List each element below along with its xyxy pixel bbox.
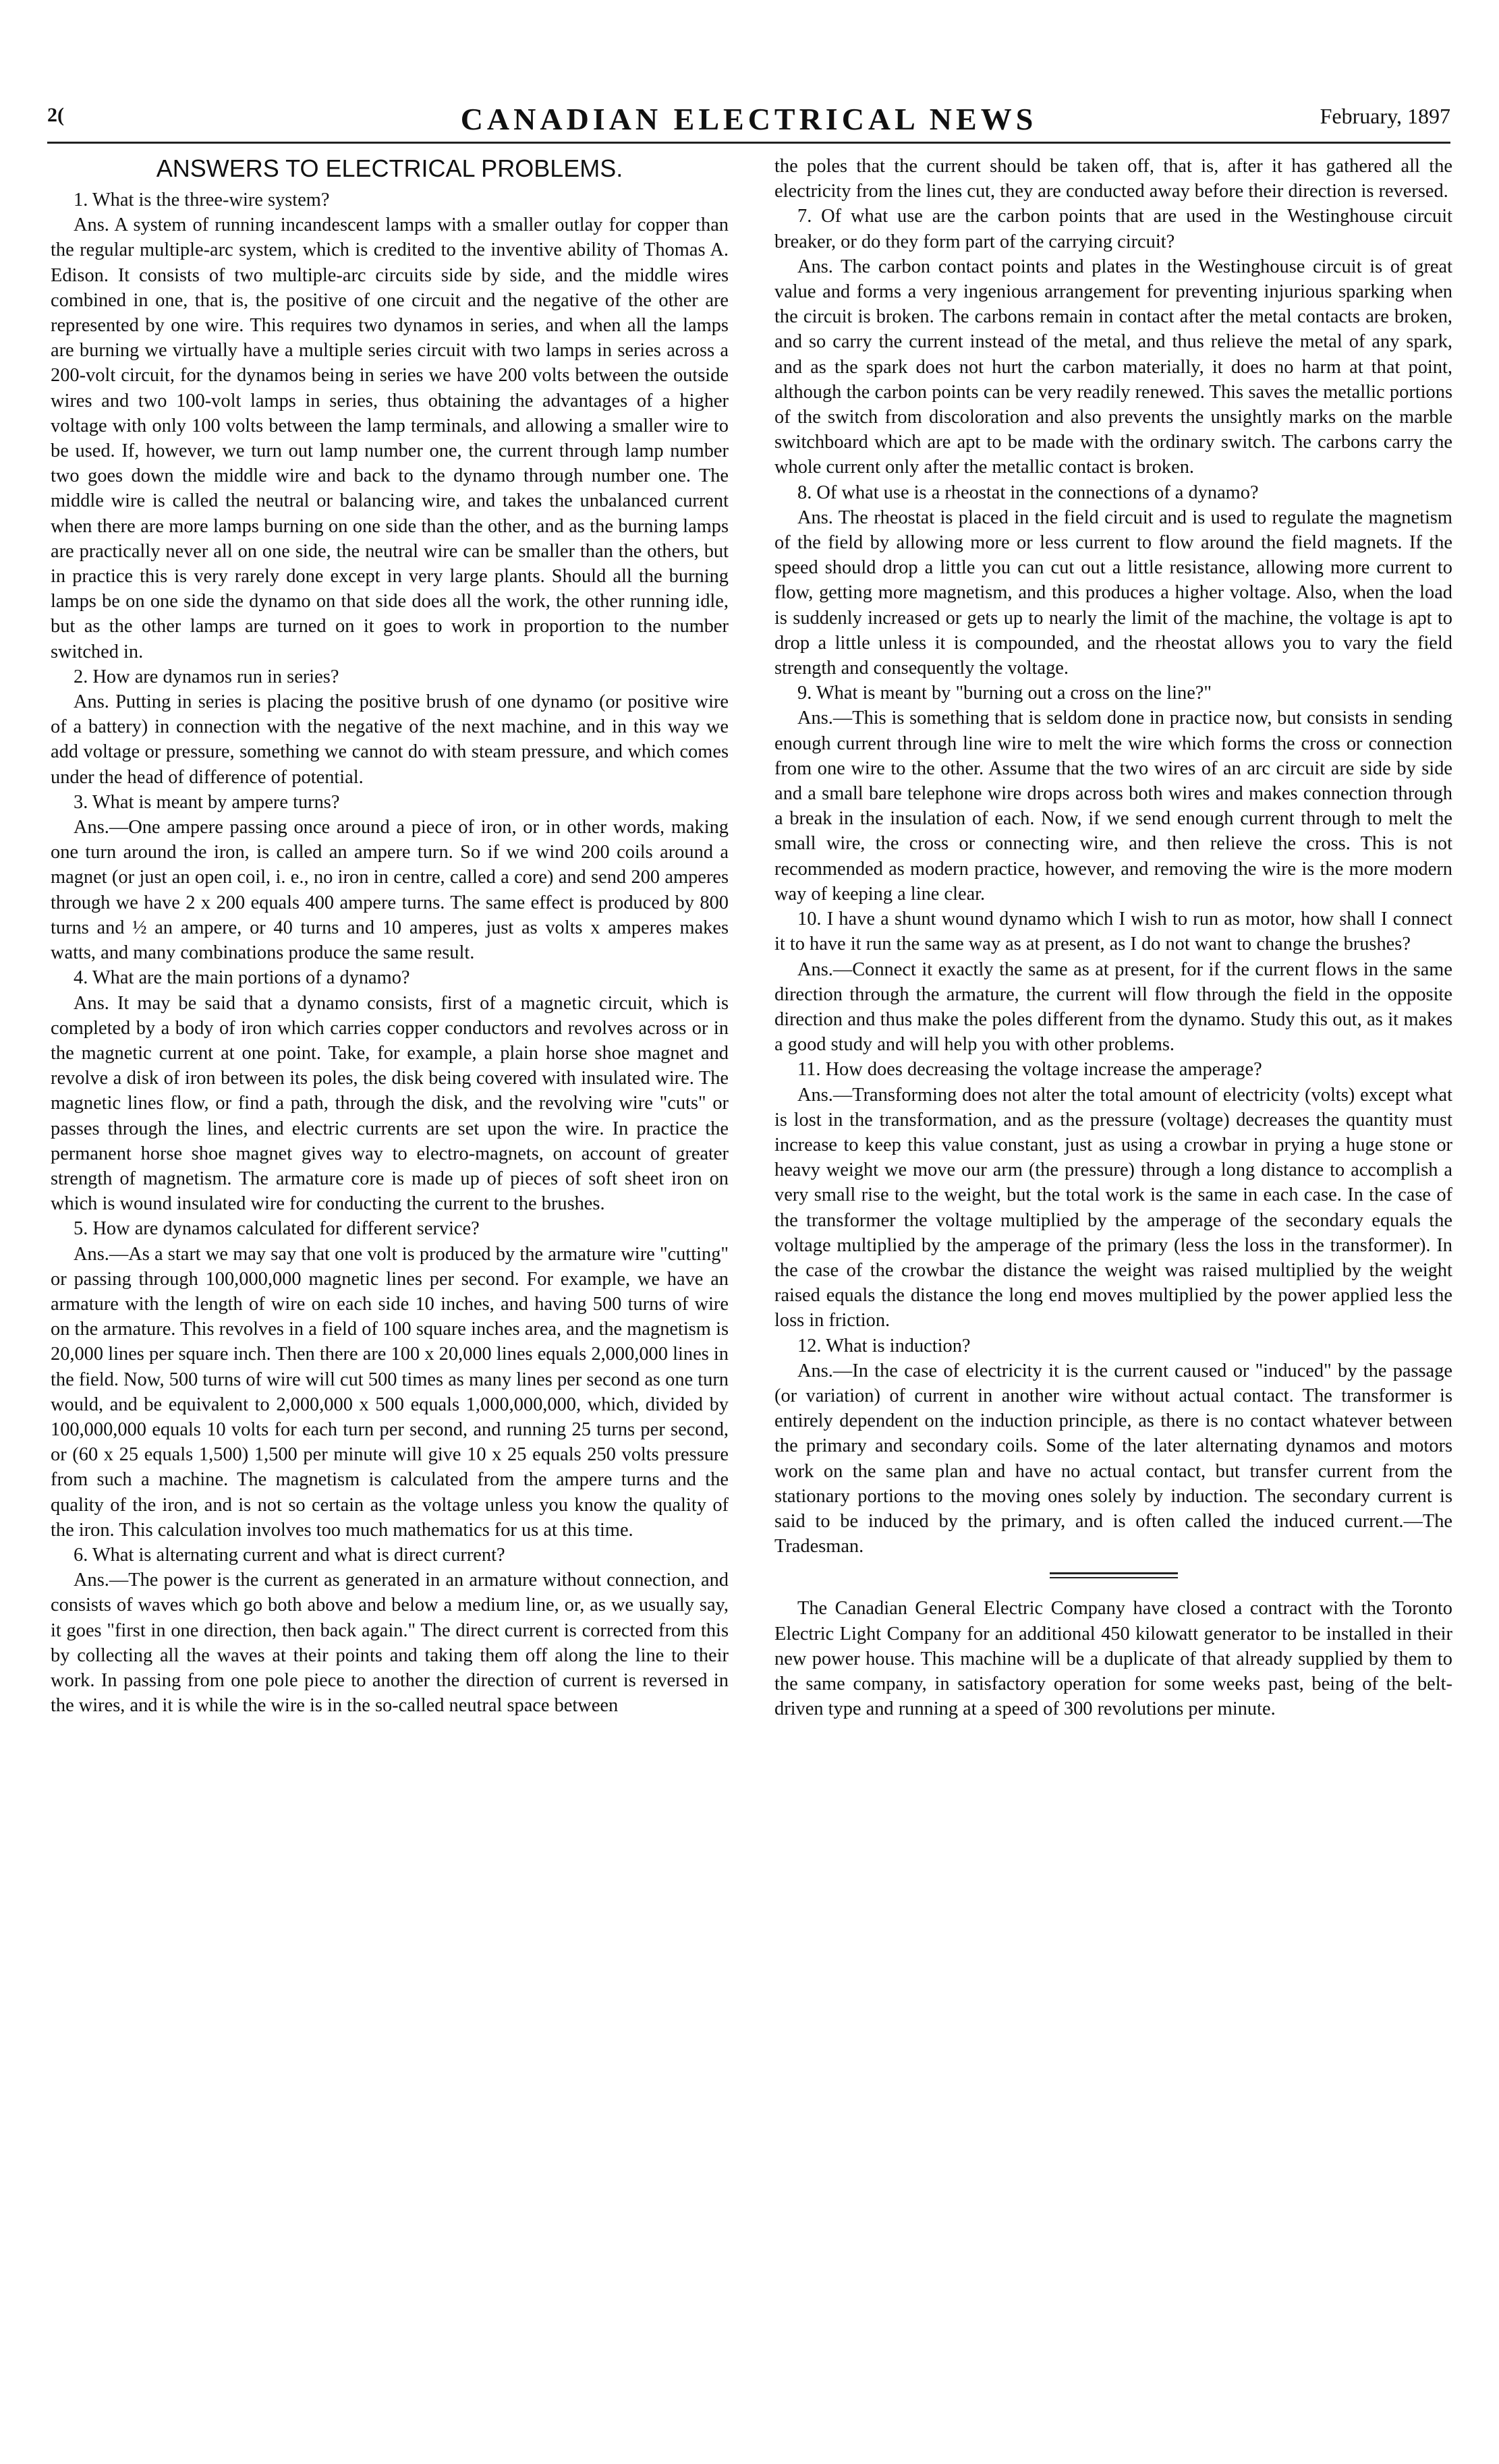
answer: Ans. The rheostat is placed in the field circuit and is used to regulate the magnetism of the field by allowing more or less current to flow around the field magnets. If the speed should drop a little you can cut out a little resistance, allowing more current to flow, getting more magnetism, and this produces a higher voltage. Also, when the load is suddenly increased or gets up to nearly the limit of the machine, the voltage is apt to drop a little unless it is compounded, and the rheostat allows you to vary the field strength and consequently the voltage. xyxy=(774,507,1452,679)
answer-continuation: the poles that the current should be taken off, that is, after it has gathered all the electricity from the lines cut, they are conducted away before their direction is reversed. xyxy=(774,156,1452,202)
question: 12. What is induction? xyxy=(797,1335,971,1356)
answer: Ans. The carbon contact points and plates in the Westinghouse circuit is of great value and forms a very ingenious arrangement for preventing injurious sparking when the circuit is broken. The carbons remain in contact after the metal contacts are broken, and so carry the current instead of the metal, and thus relieve the metal of any spark, and as the spark does not hurt the carbon materially, it does no harm at that point, although the carbon points can be very readily renewed. This saves the metallic portions of the switch from discoloration and also prevents the unsightly marks on the marble switchboard which are apt to be made with the ordinary switch. The carbons carry the whole current only after the metallic contact is broken. xyxy=(774,256,1452,478)
answer: Ans.—This is something that is seldom done in practice now, but consists in sending enough current through line wire to melt the wire which forms the cross or connection from one wire to the other. Assume that the two wires of an arc circuit are side by side and a small bare telephone wire drops across both wires and makes connection through a break in the insulation of each. Now, if we send enough current through to melt the small wire, the cross or connecting wire, and then relieve the cross. This is not recommended as modern practice, however, and removing the wire is the more modern way of keeping a line clear. xyxy=(774,708,1452,905)
left-column xyxy=(51,154,729,1718)
answer: Ans.—As a start we may say that one volt is produced by the armature wire "cutting" or passing through 100,000,000 magnetic lines per second. For example, we have an armature with the length of wire on each side 10 inches, and having 500 turns of wire on the armature. This revolves in a field of 100 square inches area, and the magnetism is 20,000 lines per square inch. Then there are 100 x 20,000 lines equals 2,000,000 lines in the field. Now, 500 turns of wire will cut 500 times as many lines per second as one turn would, and be equivalent to 2,000,000 x 500 equals 1,000,000,000, which, divided by 100,000,000 equals 10 volts for each turn per second, and running 25 turns per second, or (60 x 25 equals 1,500) 1,500 per minute will give 10 x 25 equals 250 volts pressure from such a machine. The magnetism is calculated from the ampere turns and the quality of the iron, and is not so certain as the voltage unless you know the quality of the iron. This calculation involves too much mathematics for us at this time. xyxy=(51,1243,729,1541)
right-column xyxy=(774,154,1452,1721)
question: 6. What is alternating current and what is direct current? xyxy=(74,1544,505,1566)
question: 3. What is meant by ampere turns? xyxy=(74,791,340,813)
question: 10. I have a shunt wound dynamo which I wish to run as motor, how shall I connect it to have it run the same way as at present, as I do not want to change the brushes? xyxy=(774,909,1452,955)
answer: Ans. It may be said that a dynamo consists, first of a magnetic circuit, which is completed by a body of iron which carries copper conductors and revolves across or in the magnetic current at one point. Take, for example, a plain horse shoe magnet and revolve a disk of iron between its poles, the disk being covered with insulated wire. The magnetic lines flow, or find a path, through the disk, and the revolving wire "cuts" or passes through the lines, and electric currents are set upon the wire. In practice the permanent horse shoe magnet gives way to electro-magnets, on account of greater strength of magnetism. The armature core is made up of pieces of soft sheet iron on which is wound insulated wire for conducting the current to the brushes. xyxy=(51,992,729,1215)
answer: Ans. Putting in series is placing the positive brush of one dynamo (or positive wire of a battery) in connection with the negative of the next machine, and in this way we add voltage or pressure, something we cannot do with steam pressure, and which comes under the head of difference of potential. xyxy=(51,691,729,788)
answer: Ans.—The power is the current as generated in an armature without connection, and consists of waves which go both above and below a medium line, or, as we usually say, it goes "first in one direction, then back again." The direct current is corrected from this by collecting all the waves at their points and taking them off along the line to their work. In passing from one pole piece to another the direction of current is reversed in the wires, and it is while the wire is in the so-called neutral space between xyxy=(51,1570,729,1717)
masthead-title: CANADIAN ELECTRICAL NEWS xyxy=(460,102,1038,136)
question: 8. Of what use is a rheostat in the connections of a dynamo? xyxy=(797,482,1259,503)
article-title: ANSWERS TO ELECTRICAL PROBLEMS. xyxy=(156,154,623,182)
answer: Ans. A system of running incandescent lamps with a smaller outlay for copper than the regular multiple-arc system, which is credited to the inventive ability of Thomas A. Edison. It consists of two multiple-arc circuits side by side, and the middle wires combined in one, that is, the positive of one circuit and the negative of the other are represented by one wire. This requires two dynamos in series, and when all the lamps are burning we virtually have a multiple series circuit with two lamps in series across a 200-volt circuit, for the dynamos being in series we have 200 volts between the outside wires and two 100-volt lamps in series, thus obtaining the advantages of a higher voltage with only 100 volts between the lamp terminals, and allowing a smaller wire to be used. If, however, we turn out lamp number one, the current through lamp number two goes down the middle wire and back to the dynamo through number one. The middle wire is called the neutral or balancing wire, and takes the unbalanced current when there are more lamps burning on one side than the other, and as the burning lamps are practically never all on one side, the neutral wire can be smaller than the others, but in practice this is very rarely done except in very large plants. Should all the burning lamps be on one side the dynamo on that side does all the work, the other running idle, but as the other lamps are turned on it goes to work in proportion to the number switched in. xyxy=(51,214,729,662)
answer: Ans.—In the case of electricity it is the current caused or "induced" by the passage (or variation) of current in another wire without actual contact. The transformer is entirely dependent on the induction principle, as there is no contact whatever between the primary and secondary coils. Some of the later alternating dynamos and motors work on the same plan and have no actual contact, but transfer current from the stationary portions to the moving ones solely by induction. The secondary current is said to be induced by the primary, and is often called the induced current.—The Tradesman. xyxy=(774,1360,1452,1557)
question: 11. How does decreasing the voltage increase the amperage? xyxy=(797,1059,1262,1081)
page-header xyxy=(47,101,1450,144)
question: 9. What is meant by "burning out a cross on the line?" xyxy=(797,683,1212,704)
news-notice: The Canadian General Electric Company have closed a contract with the Toronto Electric Light Company for an additional 450 kilowatt generator to be installed in their new power house. This machine will be a duplicate of that already supplied by them to the same company, in satisfactory operation for some weeks past, being of the belt-driven type and running at a speed of 300 revolutions per minute. xyxy=(774,1598,1452,1720)
page-number: 2( xyxy=(47,104,64,126)
question: 5. How are dynamos calculated for different service? xyxy=(74,1218,480,1240)
question: 1. What is the three-wire system? xyxy=(74,190,330,210)
issue-date: February, 1897 xyxy=(1320,104,1450,128)
question: 7. Of what use are the carbon points that are used in the Westinghouse circuit breaker, or do they form part of the carrying circuit? xyxy=(774,206,1452,252)
question: 4. What are the main portions of a dynamo? xyxy=(74,967,410,989)
answer: Ans.—Connect it exactly the same as at present, for if the current flows in the same direction through the armature, the current will flow through the field in the opposite direction and thus make the poles different from the dynamo. Study this out, as it makes a good study and will help you with other problems. xyxy=(774,958,1452,1056)
question: 2. How are dynamos run in series? xyxy=(74,666,339,687)
answer: Ans.—Transforming does not alter the total amount of electricity (volts) except what is lost in the transformation, and as the pressure (voltage) decreases the quantity must increase to keep this value constant, just as using a crowbar in prying a huge stone or heavy weight we move our arm (the pressure) through a long distance to accomplish a very small rise to the weight, but the total work is the same in each case. In the case of the transformer the voltage multiplied by the amperage of the secondary equals the voltage multiplied by the amperage of the primary (less the loss in the transformer). In the case of the crowbar the distance the weight was raised multiplied by the weight raised equals the distance the long end moves multiplied by the power applied less the loss in friction. xyxy=(774,1084,1452,1331)
section-divider xyxy=(1050,1572,1178,1578)
answer: Ans.—One ampere passing once around a piece of iron, or in other words, making one turn around the iron, is called an ampere turn. So if we wind 200 coils around a magnet (or just an open coil, i. e., no iron in centre, called a core) and send 200 amperes through we have 2 x 200 equals 400 ampere turns. The same effect is produced by 800 turns and ½ an ampere, or 40 turns and 10 amperes, just as volts x amperes makes watts, and many combinations produce the same result. xyxy=(51,817,729,964)
